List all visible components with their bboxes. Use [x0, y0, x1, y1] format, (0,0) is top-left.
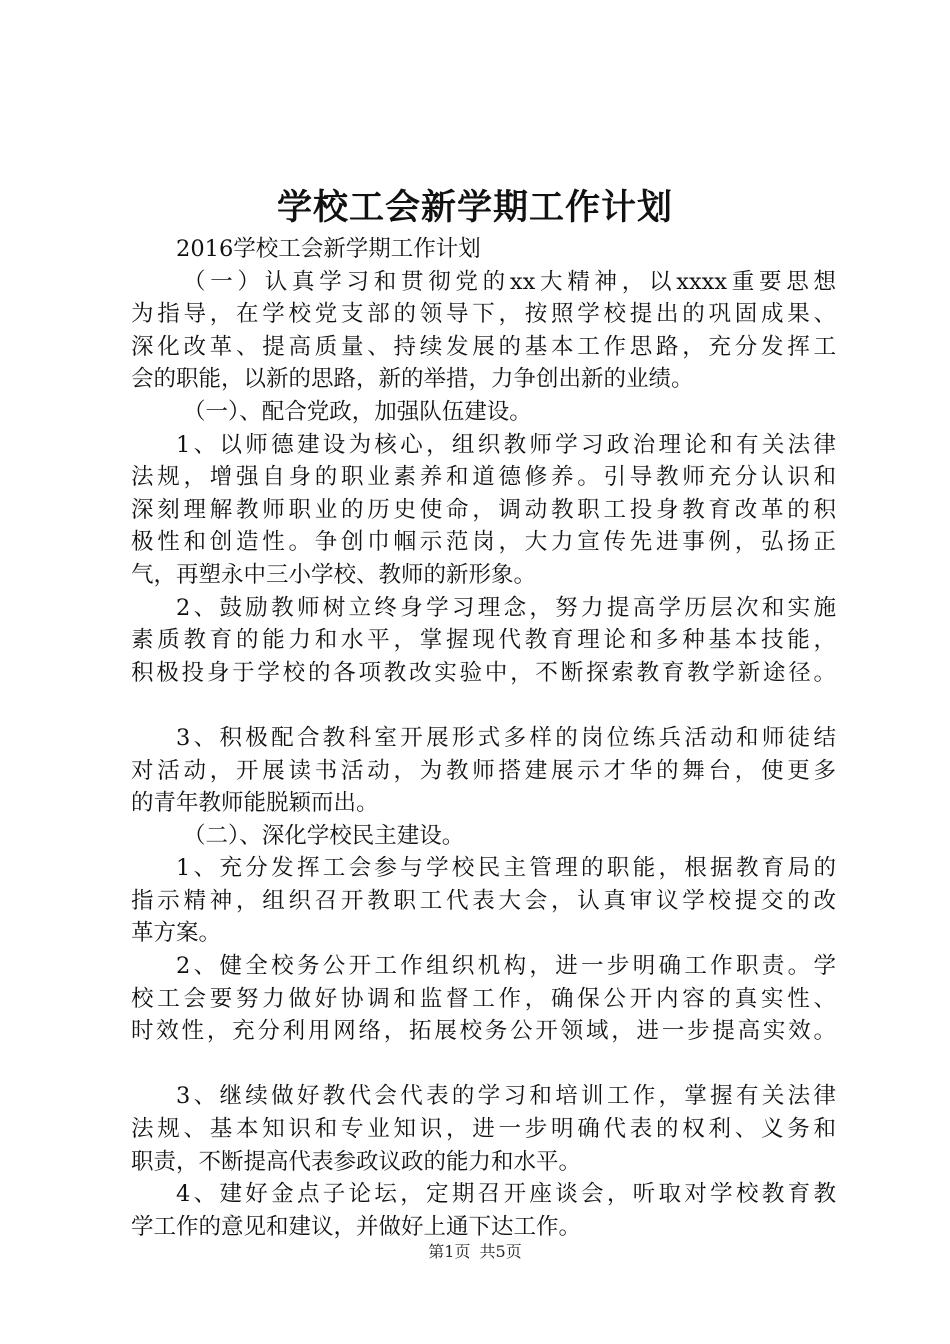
blank-line: [131, 1048, 836, 1081]
paragraph-line: 为指导，在学校党支部的领导下，按照学校提出的巩固成果、: [131, 301, 836, 328]
paragraph-line: 气，再塑永中三小学校、教师的新形象。: [131, 561, 537, 588]
paragraph-line: （一）、配合党政，加强队伍建设。: [183, 398, 532, 425]
paragraph-line: 3、积极配合教科室开展形式多样的岗位练兵活动和师徒结: [176, 724, 836, 751]
paragraph-line: 深化改革、提高质量、持续发展的基本工作思路，充分发挥工: [131, 333, 836, 360]
paragraph-line: 对活动，开展读书活动，为教师搭建展示才华的舞台，使更多: [131, 757, 836, 784]
paragraph-line: 2、健全校务公开工作组织机构，进一步明确工作职责。学: [176, 953, 836, 980]
paragraph-line: 革方案。: [131, 920, 222, 947]
blank-line: [131, 689, 836, 722]
paragraph-line: 2016学校工会新学期工作计划: [176, 236, 481, 262]
paragraph-line: 素质教育的能力和水平，掌握现代教育理论和多种基本技能，: [131, 627, 836, 654]
page-total: 共5页: [479, 1242, 522, 1261]
paragraph-line: 职责，不断提高代表参政议政的能力和水平。: [131, 1148, 582, 1175]
paragraph-line: 1、充分发挥工会参与学校民主管理的职能，根据教育局的: [176, 855, 836, 882]
paragraph-line: 深刻理解教师职业的历史使命，调动教职工投身教育改革的积: [131, 496, 836, 523]
paragraph-line: 1、以师德建设为核心，组织教师学习政治理论和有关法律: [176, 431, 836, 458]
paragraph-line: 法规、基本知识和专业知识，进一步明确代表的权利、义务和: [131, 1116, 836, 1143]
paragraph-line: 学工作的意见和建议，并做好上通下达工作。: [131, 1213, 582, 1240]
paragraph-line: 时效性，充分利用网络，拓展校务公开领域，进一步提高实效。: [131, 1018, 836, 1045]
document-title: 学校工会新学期工作计划: [276, 187, 673, 228]
page-number: 第1页: [428, 1242, 471, 1261]
document-body: [131, 233, 836, 1243]
paragraph-line: 的青年教师能脱颖而出。: [131, 790, 379, 817]
paragraph-line: 会的职能，以新的思路，新的举措，力争创出新的业绩。: [131, 366, 694, 393]
paragraph-line: 4、建好金点子论坛，定期召开座谈会，听取对学校教育教: [176, 1181, 836, 1208]
paragraph-line: （二）、深化学校民主建设。: [183, 822, 465, 849]
paragraph-line: 法规，增强自身的职业素养和道德修养。引导教师充分认识和: [131, 464, 836, 491]
paragraph-line: 3、继续做好教代会代表的学习和培训工作，掌握有关法律: [176, 1083, 836, 1110]
paragraph-line: （一）认真学习和贯彻党的xx大精神，以xxxx重要思想: [183, 268, 836, 295]
paragraph-line: 极性和创造性。争创巾帼示范岗，大力宣传先进事例，弘扬正: [131, 529, 836, 556]
paragraph-line: 指示精神，组织召开教职工代表大会，认真审议学校提交的改: [131, 887, 836, 914]
paragraph-line: 校工会要努力做好协调和监督工作，确保公开内容的真实性、: [131, 985, 836, 1012]
page-footer: [0, 1240, 950, 1264]
paragraph-line: 积极投身于学校的各项教改实验中，不断探索教育教学新途径。: [131, 659, 836, 686]
paragraph-line: 2、鼓励教师树立终身学习理念，努力提高学历层次和实施: [176, 594, 836, 621]
